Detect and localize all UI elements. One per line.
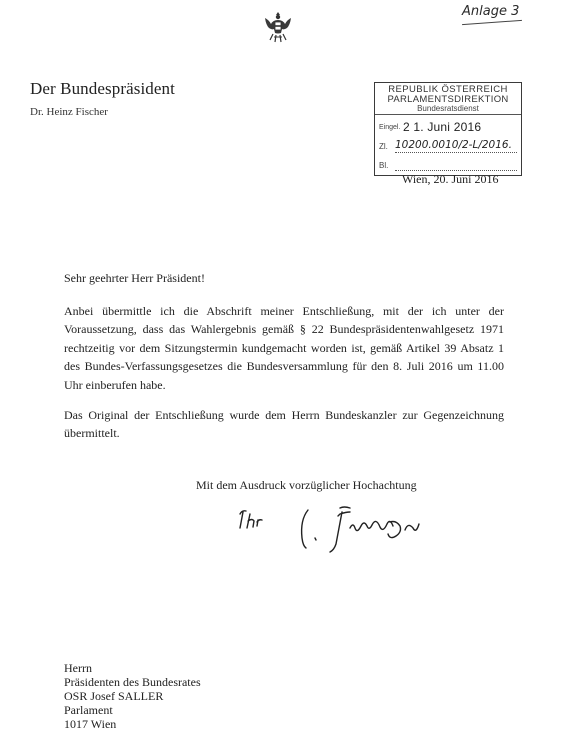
recipient-city: 1017 Wien <box>64 717 117 731</box>
stamp-directorate: PARLAMENTSDIREKTION <box>387 94 509 105</box>
stamp-reference-label: Zl. <box>379 142 388 151</box>
eagle-emblem-icon <box>262 10 294 44</box>
letter-date: Wien, 20. Juni 2016 <box>402 172 499 186</box>
sender-title: Der Bundespräsident <box>30 79 175 98</box>
receipt-stamp <box>374 82 522 176</box>
handwritten-signature <box>230 500 440 560</box>
stamp-received-label: Eingel. <box>379 124 401 131</box>
recipient-title: Präsidenten des Bundesrates <box>64 675 201 689</box>
stamp-dotted-line <box>395 152 517 153</box>
recipient-name: OSR Josef SALLER <box>64 689 164 703</box>
body-paragraph: Das Original der Entschließung wurde dem Herrn Bundeskanzler zur Gegenzeichnung übermittelt. <box>64 408 504 441</box>
sender-name: Dr. Heinz Fischer <box>30 106 108 118</box>
stamp-sheet-label: Bl. <box>379 161 389 170</box>
stamp-dotted-line <box>395 170 517 171</box>
recipient-salutation: Herrn <box>64 661 92 675</box>
annex-underline <box>462 20 522 25</box>
stamp-divider <box>375 114 521 115</box>
recipient-building: Parlament <box>64 703 113 717</box>
stamp-received-date: 2 1. Juni 2016 <box>403 120 482 134</box>
salutation: Sehr geehrter Herr Präsident! <box>64 271 205 285</box>
closing-phrase: Mit dem Ausdruck vorzüglicher Hochachtung <box>196 478 417 492</box>
stamp-reference-number: 10200.0010/2-L/2016. <box>395 139 512 151</box>
stamp-republic: REPUBLIK ÖSTERREICH <box>388 84 508 95</box>
annex-note: Anlage 3 <box>462 4 520 19</box>
stamp-service: Bundesratsdienst <box>417 104 479 113</box>
body-paragraph: Anbei übermittle ich die Abschrift meiner Entschließung, mit der ich unter der Voraussetzung, dass das Wahlergebnis gemäß § 22 Bundespräsidentenwahlgesetz 1971 rechtzeitig vor dem Sitzungstermin kundgemacht worden ist, gemäß Artikel 39 Absatz 1 des Bundes-Verfassungsgesetzes die Bundesversammlung für den 8. Juli 2016 um 11.00 Uhr einberufen habe. <box>64 304 504 392</box>
